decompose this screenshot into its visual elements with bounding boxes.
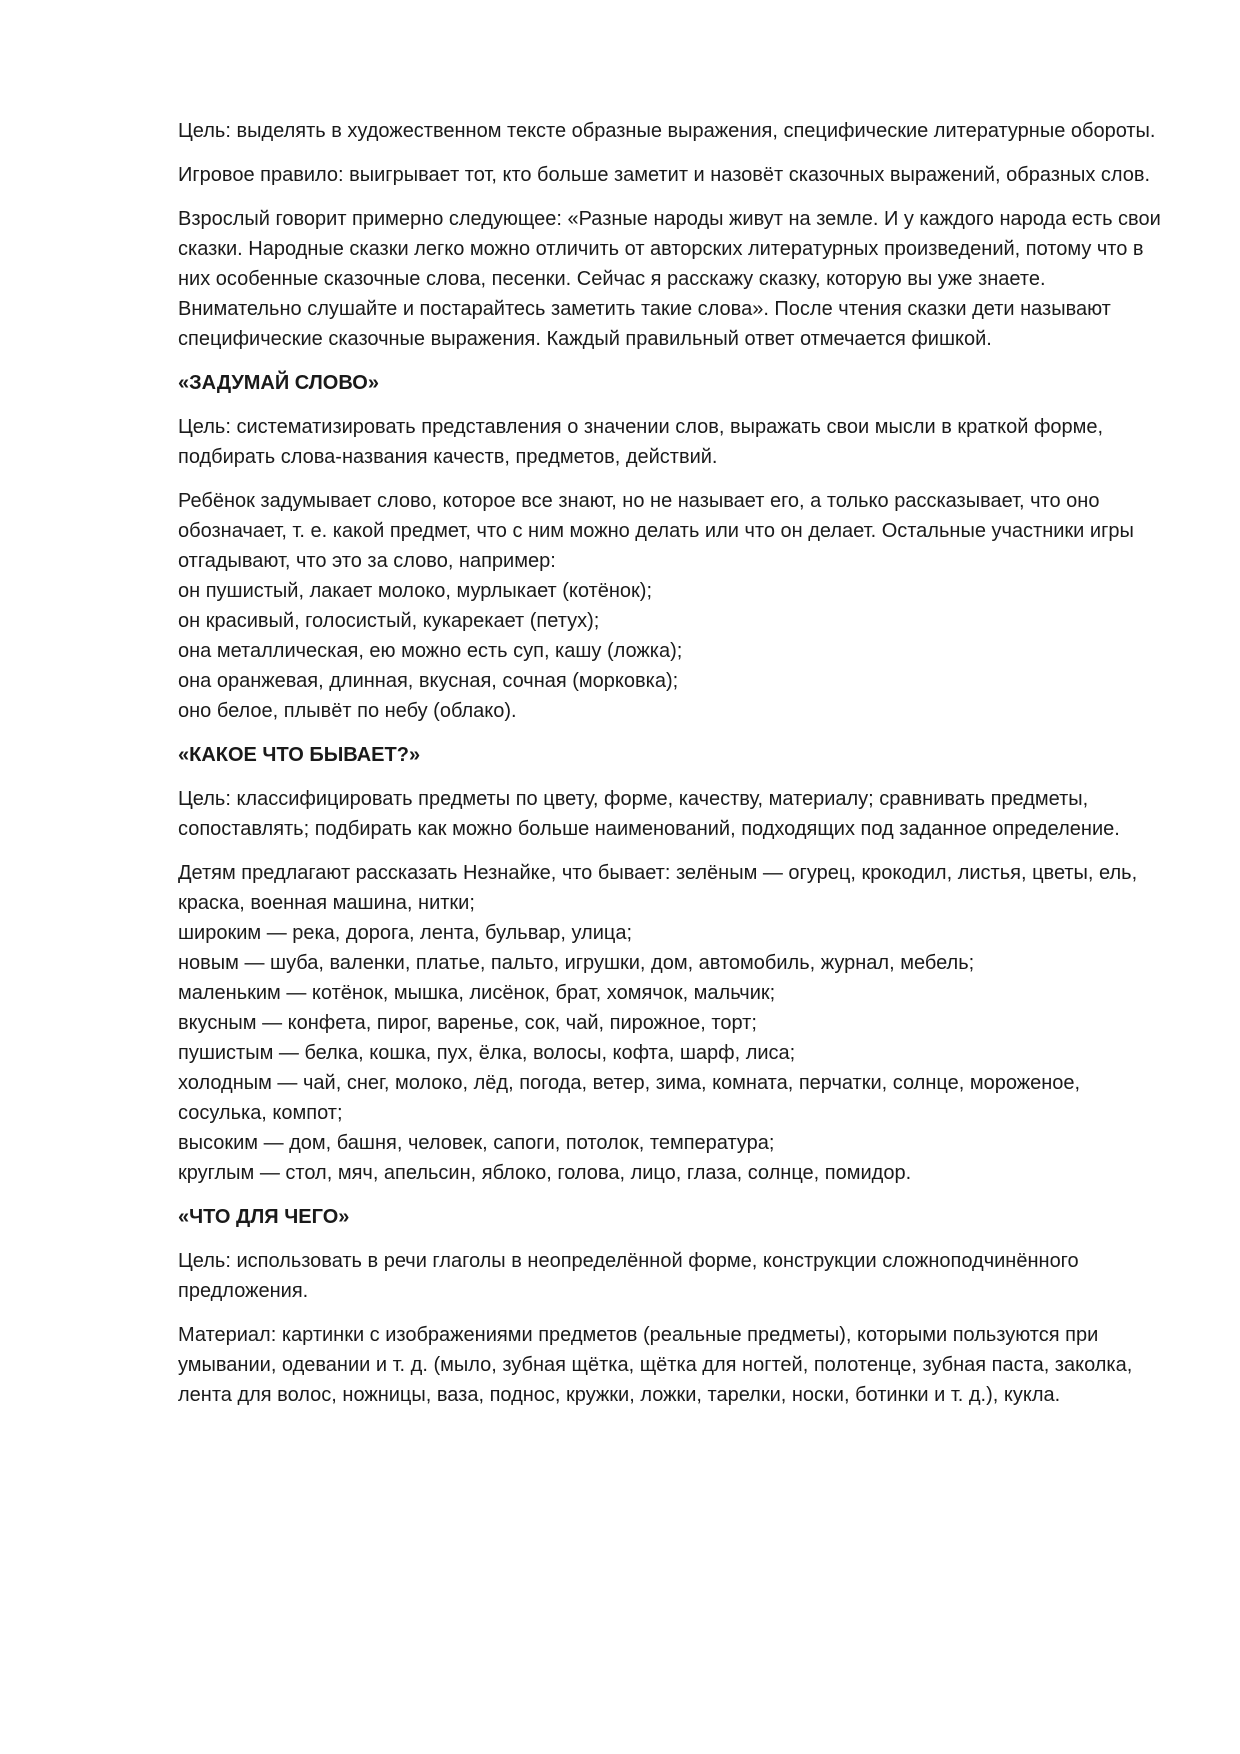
list-item: она оранжевая, длинная, вкусная, сочная (морковка); xyxy=(178,670,679,692)
list-item: новым — шуба, валенки, платье, пальто, игрушки, дом, автомобиль, журнал, мебель; xyxy=(178,952,975,974)
section2-goal: Цель: систематизировать представления о значении слов, выражать свои мысли в краткой форме, подбирать слова-названия качеств, предметов, действий. xyxy=(178,416,1104,468)
section3-intro: Детям предлагают рассказать Незнайке, что бывает: зелёным — огурец, крокодил, листья, цветы, ель, краска, военная машина, нитки; xyxy=(178,862,1138,914)
section4-goal: Цель: использовать в речи глаголы в неопределённой форме, конструкции сложноподчинённого предложения. xyxy=(178,1250,1079,1302)
section3-goal: Цель: классифицировать предметы по цвету, форме, качеству, материалу; сравнивать предметы, сопоставлять; подбирать как можно больше наименований, подходящих под заданное определение. xyxy=(178,788,1120,840)
document-body xyxy=(178,116,1168,1424)
list-item: он красивый, голосистый, кукарекает (петух); xyxy=(178,610,600,632)
list-item: широким — река, дорога, лента, бульвар, улица; xyxy=(178,922,633,944)
list-item: вкусным — конфета, пирог, варенье, сок, чай, пирожное, торт; xyxy=(178,1012,757,1034)
section1-description: Взрослый говорит примерно следующее: «Разные народы живут на земле. И у каждого народа есть свои сказки. Народные сказки легко можно отличить от авторских литературных произведений, потому что в них особенные сказочные слова, песенки. Сейчас я расскажу сказку, которую вы уже знаете. Внимательно слушайте и постарайтесь заметить такие слова». После чтения сказки дети называют специфические сказочные выражения. Каждый правильный ответ отмечается фишкой. xyxy=(178,208,1161,350)
list-item: высоким — дом, башня, человек, сапоги, потолок, температура; xyxy=(178,1132,775,1154)
list-item: маленьким — котёнок, мышка, лисёнок, брат, хомячок, мальчик; xyxy=(178,982,776,1004)
section3-title: «КАКОЕ ЧТО БЫВАЕТ?» xyxy=(178,744,421,766)
section2-intro: Ребёнок задумывает слово, которое все знают, но не называет его, а только рассказывает, что оно обозначает, т. е. какой предмет, что с ним можно делать или что он делает. Остальные участники игры отгадывают, что это за слово, например: xyxy=(178,490,1134,572)
list-item: круглым — стол, мяч, апельсин, яблоко, голова, лицо, глаза, солнце, помидор. xyxy=(178,1162,912,1184)
list-item: она металлическая, ею можно есть суп, кашу (ложка); xyxy=(178,640,683,662)
section4-material: Материал: картинки с изображениями предметов (реальные предметы), которыми пользуются при умывании, одевании и т. д. (мыло, зубная щётка, щётка для ногтей, полотенце, зубная паста, заколка, лента для волос, ножницы, ваза, поднос, кружки, ложки, тарелки, носки, ботинки и т. д.), кукла. xyxy=(178,1324,1133,1406)
list-item: он пушистый, лакает молоко, мурлыкает (котёнок); xyxy=(178,580,652,602)
list-item: пушистым — белка, кошка, пух, ёлка, волосы, кофта, шарф, лиса; xyxy=(178,1042,796,1064)
section2-text xyxy=(178,486,1168,726)
list-item: оно белое, плывёт по небу (облако). xyxy=(178,700,517,722)
section2-title: «ЗАДУМАЙ СЛОВО» xyxy=(178,372,379,394)
section3-text xyxy=(178,858,1168,1188)
list-item: холодным — чай, снег, молоко, лёд, погода, ветер, зима, комната, перчатки, солнце, мороженое, сосулька, компот; xyxy=(178,1072,1081,1124)
section1-goal: Цель: выделять в художественном тексте образные выражения, специфические литературные обороты. xyxy=(178,120,1156,142)
section4-title: «ЧТО ДЛЯ ЧЕГО» xyxy=(178,1206,350,1228)
section1-rule: Игровое правило: выигрывает тот, кто больше заметит и назовёт сказочных выражений, образных слов. xyxy=(178,164,1151,186)
